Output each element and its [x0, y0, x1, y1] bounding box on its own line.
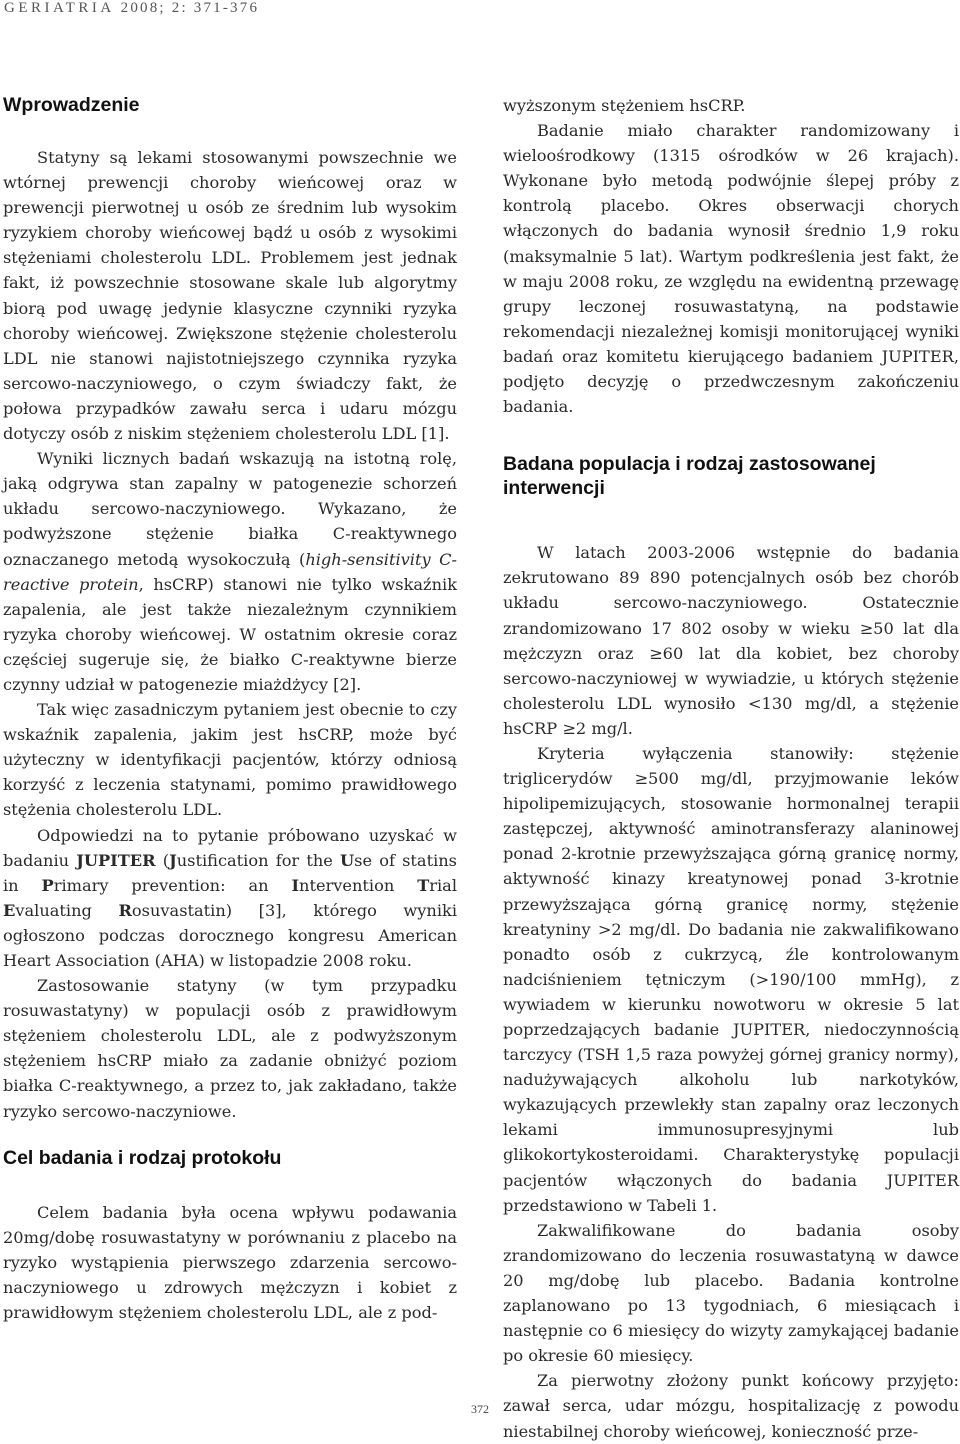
section-heading-population: Badana populacja i rodzaj zastosowanej interwencji — [503, 453, 876, 500]
paragraph: Zakwalifikowane do badania osoby zrandomizowano do leczenia rosuwastatyną w dawce 20 mg/dobę lub placebo. Badania kontrolne zaplanowano po 13 tygodniach, 6 miesiącach i następnie co 6 miesięcy do wizyty zamykającej badanie po okresie 60 miesięcy. — [503, 1220, 959, 1366]
paragraph: Tak więc zasadniczym pytaniem jest obecnie to czy wskaźnik zapalenia, jakim jest hsCRP, może być użyteczny w identyfikacji pacjentów, którzy odniosą korzyść z leczenia statynami, pomimo prawidłowego stężenia cholesterolu LDL. — [3, 700, 457, 820]
running-head — [4, 0, 259, 17]
paragraph: Statyny są lekami stosowanymi powszechnie we wtórnej prewencji choroby wieńcowej oraz w prewencji pierwotnej u osób ze średnim lub wysokim ryzykiem choroby wieńcowej bądź u osób z wysokimi stężeniami cholesterolu LDL. Problemem jest jednak fakt, iż powszechnie stosowane skale lub algorytmy biorą pod uwagę jedynie klasyczne czynniki ryzyka choroby wieńcowej. Zwiększone stężenie cholesterolu LDL nie stanowi najistotniejszego czynnika ryzyka sercowo-naczyniowego, o czym świadczy fakt, że połowa przypadków zawału serca i udaru mózgu dotyczy osób z niskim stężeniem cholesterolu LDL [1]. — [3, 148, 457, 444]
paragraph: Za pierwotny złożony punkt końcowy przyjęto: zawał serca, udar mózgu, hospitalizację z powodu niestabilnej choroby wieńcowej, konieczność prze- — [503, 1371, 959, 1441]
paragraph: Celem badania była ocena wpływu podawania 20mg/dobę rosuwastatyny w porównaniu z placebo na ryzyko wystąpienia pierwszego zdarzenia sercowo-naczyniowego u zdrowych mężczyzn i kobiet z prawidłowym stężeniem cholesterolu LDL, ale z pod- — [3, 1202, 457, 1323]
right-column — [503, 93, 959, 1444]
paragraph: Zastosowanie statyny (w tym przypadku rosuwastatyny) w populacji osób z prawidłowym stężeniem cholesterolu LDL, ale z podwyższonym stężeniem hsCRP miało za zadanie obniżyć poziom białka C-reaktywnego, a przez to, jak zakładano, także ryzyko sercowo-naczyniowe. — [3, 976, 457, 1121]
citation: 2008; 2: 371-376 — [120, 0, 260, 16]
journal-name: GERIATRIA — [4, 0, 115, 16]
section-heading-intro: Wprowadzenie — [3, 94, 140, 116]
paragraph: Kryteria wyłączenia stanowiły: stężenie triglicerydów ≥500 mg/dl, przyjmowanie leków hipolipemizujących, stosowanie hormonalnej terapii zastępczej, aktywność aminotransferazy alaninowej ponad 2-krotnie przewyższająca górną granicę normy, aktywność kinazy kreatynowej ponad 3-krotnie przewyższająca górną granicę normy, stężenie kreatyniny >2 mg/dl. Do badania nie zakwalifikowano ponadto osób z cukrzycą, źle kontrolowanym nadciśnieniem tętniczym (>190/100 mmHg), z wywiadem w kierunku nowotworu w okresie 5 lat poprzedzających badanie JUPITER, niedoczynnością tarczycy (TSH 1,5 raza powyżej górnej granicy normy), nadużywających alkoholu lub narkotyków, wykazujących przewlekły stan zapalny oraz leczonych lekami immunosupresyjnymi lub glikokortykosteroidami. Charakterystykę populacji pacjentów włączonych do badania JUPITER przedstawiono w Tabeli 1. — [503, 743, 959, 1215]
paragraph: Odpowiedzi na to pytanie próbowano uzyskać w badaniu JUPITER (Justification for the Use of statins in Primary prevention: an Intervention Trial Evaluating Rosuvastatin) [3], którego wyniki ogłoszono podczas dorocznego kongresu American Heart Association (AHA) w listopadzie 2008 roku. — [3, 825, 458, 970]
section-heading-aim: Cel badania i rodzaj protokołu — [3, 1146, 282, 1169]
page-number: 372 — [471, 1402, 489, 1416]
paragraph: W latach 2003-2006 wstępnie do badania zekrutowano 89 890 potencjalnych osób bez chorób układu sercowo-naczyniowego. Ostatecznie zrandomizowano 17 802 osoby w wieku ≥50 lat dla mężczyzn oraz ≥60 lat dla kobiet, bez choroby sercowo-naczyniowej w wywiadzie, u których stężenie cholesterolu LDL wynosiło <130 mg/dl, a stężenie hsCRP ≥2 mg/l. — [503, 543, 959, 738]
paragraph: Badanie miało charakter randomizowany i wieloośrodkowy (1315 ośrodków w 26 krajach). Wykonane było metodą podwójnie ślepej próby z kontrolą placebo. Okres obserwacji chorych włączonych do badania wynosił średnio 1,9 roku (maksymalnie 5 lat). Wartym podkreślenia jest fakt, że w maju 2008 roku, ze względu na ewidentną przewagę grupy leczonej rosuwastatyną, na podstawie rekomendacji niezależnej komisji monitorującej wyniki badań oraz komitetu kierującego badaniem JUPITER, podjęto decyzję o przedwczesnym zakończeniu badania. — [503, 121, 959, 417]
left-column — [3, 93, 457, 1325]
paragraph: wyższonym stężeniem hsCRP. — [503, 96, 746, 115]
paragraph: Wyniki licznych badań wskazują na istotną rolę, jaką odgrywa stan zapalny w patogenezie schorzeń układu sercowo-naczyniowego. Wykazano, że podwyższone stężenie białka C-reaktywnego oznaczanego metodą wysokoczułą (high-sensitivity C-reactive protein, hsCRP) stanowi nie tylko wskaźnik zapalenia, ale jest także niezależnym czynnikiem ryzyka choroby wieńcowej. W ostatnim okresie coraz częściej sugeruje się, że białko C-reaktywne bierze czynny udział w patogenezie miażdżycy [2]. — [3, 449, 457, 694]
